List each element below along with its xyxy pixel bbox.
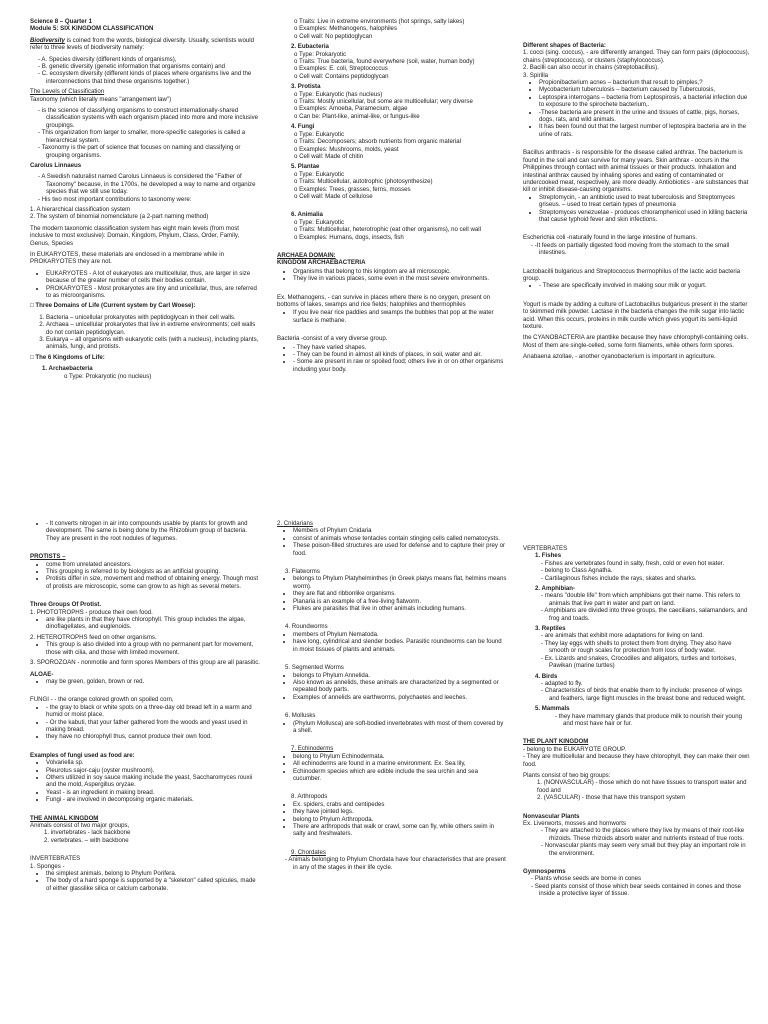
paragraph: 1. PHOTOTROPHS - produce their own food. [30, 608, 153, 616]
paragraph: 4. Roundworms [285, 623, 328, 631]
paragraph: Escherichia coli -naturally found in the large intestine of humans. [523, 234, 698, 242]
paragraph: Animals consist of two major groups, [30, 822, 130, 829]
list: • are like plants in that they have chlorophyll. This group includes the algae, dinoflagellates, and euglenoids. [30, 616, 260, 631]
heading: ARCHAEA DOMAIN: [277, 251, 336, 259]
list: - is the science of classifying organisms to construct internationally-shared classification systems with each organism placed into more and more inclusive groupings. - This organization from larger to smaller, more-specific categories is called a hierarchical system. - Taxonomy is the part of science that focuses on naming and classifying or grouping organisms. [30, 107, 260, 159]
list: - -It feeds on partially digested food moving from the stomach to the small intestines. [523, 242, 753, 257]
heading: KINGDOM ARCHAEBACTERIA [277, 259, 366, 267]
paragraph: In EUKARYOTES, these materials are enclosed in a membrane while in PROKARYOTES they are not. [30, 250, 224, 266]
heading: Three Groups Of Protist. [30, 601, 102, 609]
paragraph: 3. Flatworms [285, 568, 320, 576]
paragraph: 1. cocci (sing. coccus), - are differently arranged. They can form pairs (diplococcus), chains (streptococcus), or clusters (staphylococcus). [523, 49, 750, 64]
list: - Fishes are vertebrates found in salty, fresh, cold or even hot water. - belong to Class Agnatha. - Cartilaginous fishes include the rays, skates and sharks. [523, 560, 753, 582]
list: o Type: Eukaryotic (has nucleus) o Traits: Mostly unicellular, but some are multicellular; very diverse o Examples: Amoeba, Paramecium, algae o Can be: Plant-like, animal-like, or fungus-like [277, 91, 507, 121]
heading: INVERTEBRATES [30, 855, 81, 863]
vertebrate-heading: 1. Fishes [535, 552, 562, 560]
paragraph: Yogurt is made by adding a culture of Lactobacillus bulgaricus present in the starter to skimmed milk powder. Lactase in the bacteria changes the milk sugar into lactic acid. When this occurs, proteins in milk curdle which gives yogurt its semi-liquid texture. [523, 300, 748, 330]
vertebrate-heading: 5. Mammals [535, 705, 570, 713]
kingdom-heading: 3. Protista [291, 83, 321, 91]
paragraph: Bacillus anthracis - is responsible for the disease called anthrax. The bacterium is found in the soil and can survive for many years. Skin anthrax - occurs in the Philippines through contact with animal tissues or their products. Inhalation and intestinal anthrax caused by inhaling spores and eating of contaminated or undercooked meat, respectively, are more deadly. Antiobiotics - are substances that kill or inhibit disease-causing organisms. [523, 149, 749, 194]
heading: Nonvascular Plants [523, 812, 580, 820]
list: • Ex. spiders, crabs and centipedes • they have jointed legs. • belong to Phylum Arthropoda. • There are arthropods that walk or crawl, some can fly, while others swim in salty and freshwaters. [277, 801, 507, 838]
col1-bottom [30, 520, 260, 895]
paragraph: 8. Arthropods [291, 793, 328, 801]
paragraph: 2. The system of binomial nomenclature (a 2-part naming method) [30, 213, 209, 221]
list: • - the gray to black or white spots on a three-day old bread left in a warm and humid or moist place. • - Or the kabuti, that your father gathered from the woods and yeast used in making bread. • they have no chlorophyll thus, cannot produce their own food. [30, 704, 260, 741]
list: • may be green, golden, brown or red. [30, 678, 260, 685]
list: • Volvariella sp. • Pleurotus sajor-caju (oyster mushroom). • Others utilized in soy sauce making include the yeast, Saccharomyces rouxii and the mold, Aspergillus oryzae. • Yeast - is an ingredient in making bread. • Fungi - are involved in decomposing organic materials. [30, 759, 260, 803]
paragraph: Plants consist of two big groups: [523, 771, 611, 779]
vertebrate-heading: 2. Amphibian- [535, 585, 576, 593]
list: o Type: Eukaryotic o Traits: Multicellular, autotrophic (photosynthesize) o Examples: Trees, grasses, ferns, mosses o Cell wall: Made of cellulose [277, 171, 507, 201]
kingdom-heading: 2. Eubacteria [291, 43, 329, 51]
kingdom-heading: 4. Fungi [291, 123, 315, 131]
paragraph: 1. A hierarchical classification system [30, 205, 131, 213]
list: • belongs to Phylum Annelida. • Also known as annelids, these animals are characterized by a segmented or repeated body parts. • Examples of annelids are earthworms, polychaetes and leeches. [277, 672, 507, 702]
list: - Plants whose seeds are borne in cones - Seed plants consist of those which bear seeds contained in cones and those inside a protective layer of tissue. [523, 875, 753, 897]
paragraph: 3. SPOROZOAN - nonmotile and form spores Members of this group are all parasitic. [30, 659, 260, 667]
paragraph: Biodiversity is coined from the words, biological diversity. Usually, scientists would refer to three levels of biodiversity namely: [30, 36, 254, 52]
paragraph: 2. Cnidarians [277, 520, 313, 527]
heading: Different shapes of Bacteria: [523, 42, 606, 49]
list: • - These are specifically involved in making sour milk or yogurt. [523, 282, 753, 289]
heading: THE PLANT KINGDOM [523, 738, 589, 746]
paragraph: Bacteria -consist of a very diverse group. [277, 335, 388, 343]
list: o Traits: Live in extreme environments (hot springs, salty lakes) o Examples: Methanogens, halophiles o Cell wall: No peptidoglycan [277, 18, 507, 40]
list: • come from unrelated ancestors. • This grouping is referred to by biologists as an artificial grouping. • Protists differ in size, movement and method of obtaining energy. Though most of protists are microscopic, some can grow to as high as several meters. [30, 561, 260, 591]
heading: Examples of fungi used as food are: [30, 751, 135, 759]
col3-top [523, 42, 753, 365]
list: - A. Species diversity (different kinds of organisms), - B. genetic diversity (genetic information that organisms contain) and - C. ecosystem diversity (different kinds of places where organisms live and the interconnections that bind these organisms together.) [30, 56, 260, 86]
col1-top [30, 18, 260, 384]
list: • This group is also divided into a group with no permanent part for movement, those with cilia, and those with limited movement. [30, 641, 260, 656]
list: • If you live near rice paddies and swamps the bubbles that pop at the water surface is methane. [277, 309, 507, 324]
paragraph: 1. Archaebacteria [42, 365, 93, 373]
heading: ALOAE- [30, 670, 54, 678]
list: - A Swedish naturalist named Carolus Linnaeus is considered the "Father of Taxonomy" because, in the 1700s, he developed a way to name and organize species that we still use today. - His two most important contributions to taxonomy were: [30, 173, 260, 203]
paragraph: Lactobacilli bulgaricus and Streptococcus thermophilus of the lactic acid bacteria group. [523, 267, 741, 282]
list: - are animals that exhibit more adaptations for living on land. - They lay eggs with shells to protect them from drying. They also have smooth or rough scales for protection from loss of body water. - Ex. Lizards and snakes, Crocodiles and alligators, turtles and tortoises, Pawikan (marine turtles) [523, 632, 753, 669]
list: - Animals belonging to Phylum Chordata have four characteristics that are present in any of the stages in their life cycle. [277, 856, 507, 871]
list: • belong to Phylum Echinodermata. • All echinoderms are found in a marine environment. Ex. Sea lily, • Echinoderm species which are edible include the sea urchin and sea cucumber. [277, 753, 507, 783]
list: 1. Bacteria – unicellular prokaryotes with peptidoglycan in their cell walls. 2. Archaea – unicellular prokaryotes that live in extreme environments; cell walls do not contain peptidoglycan. 3. Eukarya – all organisms with eukaryotic cells (with a nucleus), including plants, animals, fungi, and protists. [30, 314, 260, 351]
paragraph: Anabaena azollae, - another cyanobacterium is important in agriculture. [523, 353, 716, 361]
paragraph: 2. HETEROTROPHS feed on other organisms. [30, 633, 157, 641]
heading: □ Three Domains of Life (Current system by Carl Woese): [30, 302, 196, 310]
paragraph: 3. Spirilla [523, 71, 549, 79]
paragraph: 7. Echinoderms [291, 745, 334, 753]
list: • members of Phylum Nematoda. • have long, cylindrical and slender bodies. Parasitic roundworms can be found in moist tissues of plants and animals. [277, 631, 507, 653]
list: o Type: Prokaryotic o Traits: True bacteria, found everywhere (soil, water, human body) o Examples: E. coli, Streptococcus o Cell wall: Contains peptidoglycan [277, 51, 507, 81]
list: o Type: Eukaryotic o Traits: Decomposers; absorb nutrients from organic material o Examples: Mushrooms, molds, yeast o Cell wall: Made of chitin [277, 131, 507, 161]
list: • belongs to Phylum Platyhelminthes (in Greek platys means flat, helmins means worm). • they are flat and ribbonlike organisms. • Planaria is an example of a free-living flatworm. • Flukes are parasites that live in other animals including humans. [277, 575, 507, 612]
paragraph: 2. Bacilli can also occur in chains (streptobacillus). [523, 64, 659, 72]
list: • Propionibacterium acnes – bacterium that result to pimples,? • Mycobacterium tuberculosis – bacterium caused by Tuberculosis, • Leptospira interrogans – bacteria from Leptospirosis, a bacterial infection due to exposure to the spirochete bacterium,. • -These bacteria are present in the urine and tissues of cattle, pigs, horses, dogs, rats, and wild animals. • It has been found out that the largest number of leptospira bacteria are in the urine of rats. [523, 79, 753, 138]
list: • the simplest animals, belong to Phylum Porifera. • The body of a hard sponge is supported by a "skeleton" called spicules, made of either glasslike silica or calcium carbonate. [30, 870, 260, 892]
paragraph: Taxonomy (which literally means "arrangement law") [30, 95, 172, 103]
heading: Gymnosperms [523, 868, 566, 876]
paragraph: 6. Mollusks [285, 712, 316, 720]
list: • (Phylum Mollusca) are soft-bodied invertebrates with most of them covered by a shell. [277, 720, 507, 735]
list: o Type: Eukaryotic o Traits: Multicellular, heterotrophic (eat other organisms), no cell wall o Examples: Humans, dogs, insects, fish [277, 219, 507, 241]
paragraph: FUNGI - - the orange colored growth on spoiled corn, [30, 696, 174, 704]
list: • EUKARYOTES - A lot of eukaryotes are multicellular, thus, are larger in size because of the greater number of cells their bodies contain. • PROKARYOTES - Most prokaryotes are tiny and unicellular, thus, are referred to as microorganisms. [30, 270, 260, 300]
col2-top [277, 18, 507, 376]
list: - adapted to fly. - Characteristics of birds that enable them to fly include: presence of wings and feathers, large flight muscles in the breast bone and reduced weight. [523, 680, 753, 702]
list: - they have mammary glands that produce milk to nourish their young and most have hair or fur. [523, 713, 753, 728]
heading: Carolus Linnaeus [30, 161, 82, 169]
heading: The Levels of Classification [30, 88, 105, 96]
list: • - It converts nitrogen in air into compounds usable by plants for growth and development. The same is being done by the Rhizobium group of bacteria. They are present in the root nodules of legumes. [30, 520, 260, 542]
list: • - They have varied shapes. • - They can be found in almost all kinds of places, in soil, water and air. • - Some are present in raw or spoiled food; others live in or on other organisms including your body. [277, 344, 507, 374]
paragraph: 1. Sponges - [30, 862, 65, 870]
list: - They are attached to the places where they live by means of their root-like rhizoids. These rhizoids absorb water and nutrients instead of true roots. - Nonvascular plants may seem very small but they play an important role in the environment. [523, 827, 753, 857]
paragraph: - belong to the EUKARYOTE GROUP. [523, 745, 627, 753]
list: 1. invertebrates - lack backbone 2. vertebrates. – with backbone [44, 829, 131, 844]
paragraph: 9. Chordates [291, 848, 326, 856]
paragraph: Ex. Methanogens, - can survive in places where there is no oxygen, present on bottoms of lakes, swamps and rice fields; halophiles and thermophiles [277, 293, 491, 308]
col2-bottom [277, 520, 507, 874]
paragraph: 5. Segmented Worms [285, 664, 344, 672]
list: • Streptomycin, - an antibiotic used to treat tuberculosis and Streptomyces griseus. – used to treat certain types of pneumonia • Streptomyces venezuelae - produces chloramphenicol used in killing bacteria that cause typhoid fever and skin infections. [523, 194, 753, 224]
vertebrate-heading: 3. Reptiles [535, 625, 566, 633]
heading: PROTISTS – [30, 553, 66, 561]
paragraph: the CYANOBACTERIA are plantlike because they have chlorophyll-containing cells. Most of them are single-celled, some form filaments, while others form spores. [523, 334, 749, 349]
kingdom-heading: 6. Animalia [291, 211, 323, 219]
paragraph: Ex. Liverworts, mosses and hornworts [523, 820, 626, 827]
paragraph: The modern taxonomic classification system has eight main levels (from most inclusive to most exclusive): Domain, Kingdom, Phylum, Class, Order, Family, Genus, Species [30, 224, 240, 247]
list: • Organisms that belong to this kingdom are all microscopic. • They live in various places, some even in the most severe environments. [277, 268, 507, 283]
module-title: Module 5: SIX KINGDOM CLASSIFICATION [30, 25, 154, 33]
list: 1. (NONVASCULAR) - those which do not have tissues to transport water and food and 2. (VASCULAR) - those that have this transport system [537, 779, 747, 802]
heading: □ The 6 Kingdoms of Life: [30, 353, 105, 361]
list: - means "double life" from which amphibians got their name. This refers to animals that live part in water and part on land. - Amphibians are divided into three groups, the caecilians, salamanders, and frog and toads. [523, 592, 753, 622]
doc-title: Science 8 – Quarter 1 [30, 18, 92, 25]
paragraph: o Type: Prokaryotic (no nucleus) [64, 372, 152, 380]
list: • Members of Phylum Cnidaria • consist of animals whose tentacles contain stinging cells called nematocysts. • These poison-filled structures are used for defense and to capture their prey or food. [277, 527, 507, 557]
heading: VERTEBRATES [523, 545, 568, 552]
heading: THE ANIMAL KINGDOM [30, 814, 99, 822]
vertebrate-heading: 4. Birds [535, 672, 558, 680]
paragraph: - They are multicellular and because they have chlorophyll, they can make their own food. [523, 753, 750, 768]
col3-bottom [523, 545, 753, 901]
kingdom-heading: 5. Plantae [291, 163, 320, 171]
